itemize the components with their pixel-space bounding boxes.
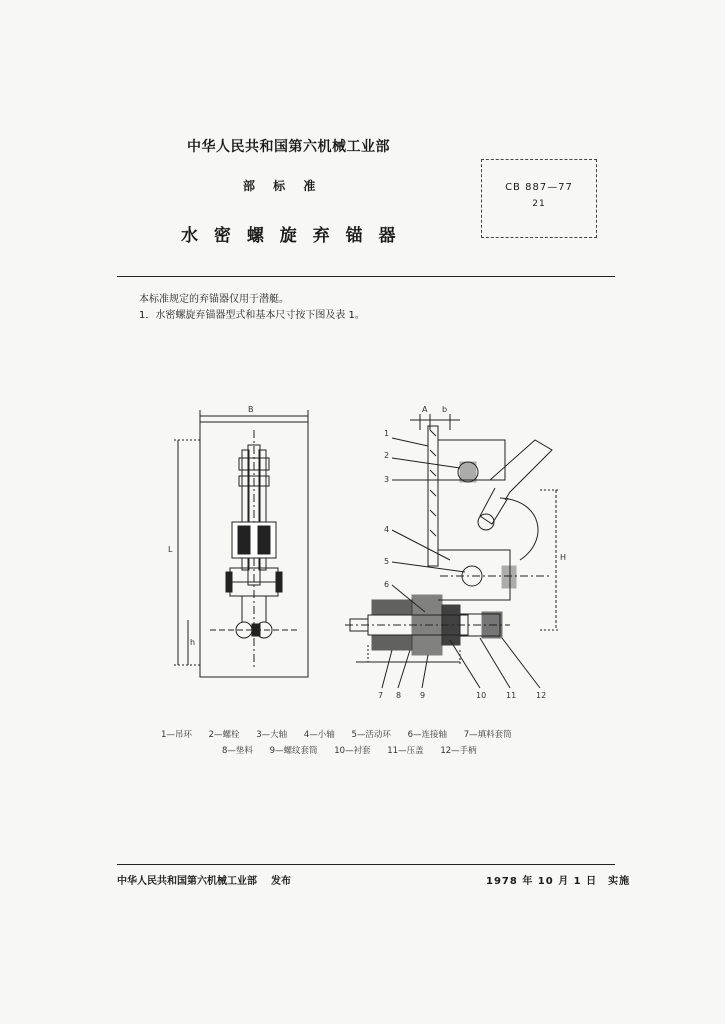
parts-legend-line-1 (161, 728, 526, 740)
callout-5: 5 (384, 557, 390, 566)
footer-issuer (117, 872, 291, 887)
dim-label-H: H (560, 553, 567, 562)
link (480, 488, 508, 524)
hook-arm (490, 440, 552, 500)
callout-2: 2 (384, 451, 390, 460)
bushing (442, 605, 460, 645)
callout-4: 4 (384, 525, 390, 534)
legend-item: 5—活动环 (351, 730, 391, 740)
clause-1: 1．水密螺旋弃锚器型式和基本尺寸按下图及表 1。 (139, 310, 365, 321)
legend-item: 10—衬套 (334, 746, 371, 756)
hull-plate (428, 426, 438, 566)
page-number: 21 (532, 199, 546, 209)
legend-item: 4—小轴 (303, 730, 335, 740)
callout-9: 9 (420, 691, 426, 700)
sleeve (412, 595, 442, 655)
issuer-name: 中华人民共和国第六机械工业部 (117, 876, 257, 887)
legend-item: 9—螺纹套筒 (269, 746, 318, 756)
dim-label-h: h (190, 638, 196, 647)
block-shade (258, 526, 270, 554)
legend-item: 6—连接轴 (407, 730, 448, 740)
document-title: 水 密 螺 旋 弃 锚 器 (181, 226, 401, 246)
legend-item: 11—压盖 (387, 746, 424, 756)
dim-label-B: B (248, 405, 254, 414)
callout-6: 6 (384, 580, 390, 589)
callout-8: 8 (396, 691, 402, 700)
standard-code-box (481, 159, 597, 238)
legend-item: 3—大轴 (256, 730, 288, 740)
issued-label: 发布 (271, 876, 291, 887)
callout-11: 11 (506, 691, 517, 700)
standard-type: 部 标 准 (243, 179, 316, 193)
callout-10: 10 (476, 691, 487, 700)
callout-7: 7 (378, 691, 384, 700)
release-arc (500, 498, 538, 560)
block-shade (238, 526, 250, 554)
anchor-release-drawing (160, 400, 580, 720)
issuing-authority: 中华人民共和国第六机械工业部 (187, 139, 390, 155)
standard-code: CB 887—77 (505, 182, 573, 193)
lower-lug (438, 550, 510, 600)
callout-1: 1 (384, 429, 390, 438)
legend-item: 1—吊环 (161, 730, 192, 740)
scope-statement: 本标准规定的弃锚器仅用于潜艇。 (139, 294, 289, 305)
legend-item: 8—垫料 (222, 746, 253, 756)
footer-divider (117, 864, 615, 865)
callout-12: 12 (536, 691, 547, 700)
dim-label-L: L (168, 545, 173, 554)
gland (372, 600, 412, 615)
parts-legend-line-2 (222, 744, 491, 756)
effective-date: 1978 年 10 月 1 日 实施 (486, 876, 631, 887)
legend-item: 12—手柄 (440, 746, 477, 756)
callout-3: 3 (384, 475, 390, 484)
dim-label-b: b (442, 405, 448, 414)
legend-item: 2—螺栓 (208, 730, 240, 740)
header-divider (117, 276, 615, 277)
legend-item: 7—填料套筒 (463, 730, 512, 740)
dim-label-A: A (422, 405, 428, 414)
gland (372, 635, 412, 650)
